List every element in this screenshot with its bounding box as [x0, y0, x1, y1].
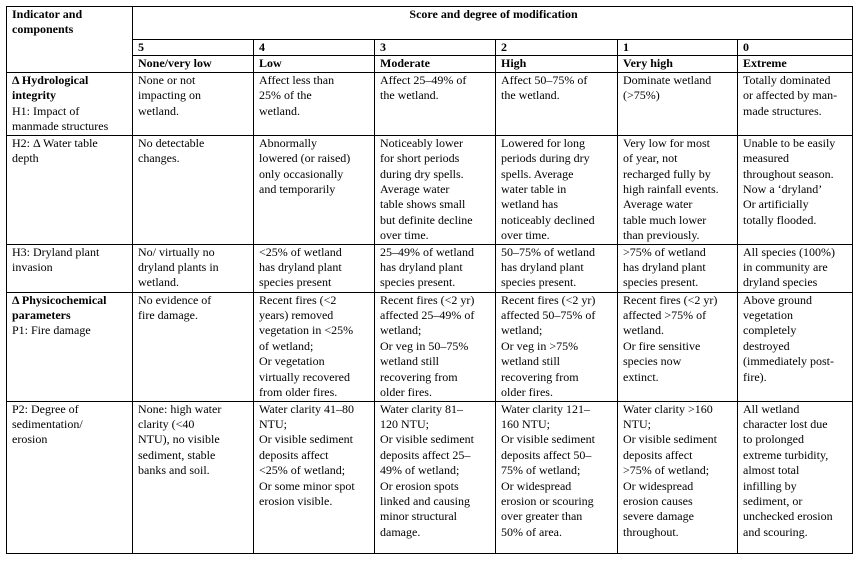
score-cell: >75% of wetland has dryland plant species present.: [618, 244, 738, 292]
modification-score-table: [6, 6, 853, 554]
header-row-degrees: [7, 56, 853, 72]
group-label: Δ Hydrological integrity: [12, 72, 89, 103]
group-label: Δ Physicochemical parameters: [12, 292, 107, 323]
table-row: [7, 72, 853, 135]
header-row-title: [7, 7, 853, 40]
score-cell: Affect 50–75% of the wetland.: [496, 72, 618, 135]
degree-extreme: Extreme: [738, 56, 853, 72]
score-2: 2: [496, 40, 618, 56]
score-cell: No evidence of fire damage.: [133, 292, 254, 401]
score-cell: Affect less than 25% of the wetland.: [254, 72, 375, 135]
indicator-cell: [7, 135, 133, 244]
score-cell: Very low for most of year, not recharged fully by high rainfall events. Average water table much lower than previously.: [618, 135, 738, 244]
degree-high: High: [496, 56, 618, 72]
score-cell: Recent fires (<2 years) removed vegetation in <25% of wetland; Or vegetation virtually recovered from older fires.: [254, 292, 375, 401]
score-cell: Water clarity 121– 160 NTU; Or visible sediment deposits affect 50– 75% of wetland; Or widespread erosion or scouring over greater than 50% of area.: [496, 401, 618, 553]
score-cell: None: high water clarity (<40 NTU), no visible sediment, stable banks and soil.: [133, 401, 254, 553]
score-cell: Water clarity >160 NTU; Or visible sediment deposits affect >75% of wetland; Or widespread erosion causes severe damage throughout.: [618, 401, 738, 553]
indicator-label: P2: Degree of sedimentation/ erosion: [12, 401, 83, 447]
indicator-label: H1: Impact of manmade structures: [12, 103, 109, 134]
score-cell: Dominate wetland (>75%): [618, 72, 738, 135]
score-heading: Score and degree of modification: [133, 7, 853, 40]
degree-very-high: Very high: [618, 56, 738, 72]
table-row: [7, 244, 853, 292]
score-cell: Water clarity 41–80 NTU; Or visible sediment deposits affect <25% of wetland; Or some minor spot erosion visible.: [254, 401, 375, 553]
score-cell: No/ virtually no dryland plants in wetland.: [133, 244, 254, 292]
score-cell: Above ground vegetation completely destroyed (immediately post- fire).: [738, 292, 853, 401]
indicator-cell: [7, 401, 133, 553]
indicator-cell: [7, 292, 133, 401]
score-4: 4: [254, 40, 375, 56]
score-cell: Water clarity 81– 120 NTU; Or visible sediment deposits affect 25– 49% of wetland; Or erosion spots linked and causing minor structural damage.: [375, 401, 496, 553]
score-0: 0: [738, 40, 853, 56]
table-row: [7, 135, 853, 244]
indicator-header: Indicator and components: [7, 7, 133, 73]
indicator-label: H2: Δ Water table depth: [12, 135, 98, 166]
degree-none-very-low: None/very low: [133, 56, 254, 72]
score-cell: Abnormally lowered (or raised) only occasionally and temporarily: [254, 135, 375, 244]
indicator-cell: [7, 72, 133, 135]
score-cell: All wetland character lost due to prolonged extreme turbidity, almost total infilling by sediment, or unchecked erosion and scouring.: [738, 401, 853, 553]
degree-moderate: Moderate: [375, 56, 496, 72]
score-cell: No detectable changes.: [133, 135, 254, 244]
score-cell: 25–49% of wetland has dryland plant species present.: [375, 244, 496, 292]
score-cell: 50–75% of wetland has dryland plant species present.: [496, 244, 618, 292]
table-row: [7, 401, 853, 553]
score-cell: Recent fires (<2 yr) affected >75% of wetland. Or fire sensitive species now extinct.: [618, 292, 738, 401]
score-cell: Unable to be easily measured throughout season. Now a ‘dryland’ Or artificially totally flooded.: [738, 135, 853, 244]
indicator-label: H3: Dryland plant invasion: [12, 244, 100, 275]
score-cell: All species (100%) in community are dryland species: [738, 244, 853, 292]
header-row-scores: [7, 40, 853, 56]
indicator-label: P1: Fire damage: [12, 323, 91, 338]
score-cell: None or not impacting on wetland.: [133, 72, 254, 135]
score-3: 3: [375, 40, 496, 56]
table-row: [7, 292, 853, 401]
score-cell: Noticeably lower for short periods during dry spells. Average water table shows small but definite decline over time.: [375, 135, 496, 244]
score-cell: <25% of wetland has dryland plant species present: [254, 244, 375, 292]
score-cell: Recent fires (<2 yr) affected 50–75% of wetland; Or veg in >75% wetland still recovering from older fires.: [496, 292, 618, 401]
degree-low: Low: [254, 56, 375, 72]
score-1: 1: [618, 40, 738, 56]
score-cell: Recent fires (<2 yr) affected 25–49% of wetland; Or veg in 50–75% wetland still recovering from older fires.: [375, 292, 496, 401]
score-cell: Totally dominated or affected by man- made structures.: [738, 72, 853, 135]
score-5: 5: [133, 40, 254, 56]
indicator-cell: [7, 244, 133, 292]
score-cell: Lowered for long periods during dry spells. Average water table in wetland has noticeably declined over time.: [496, 135, 618, 244]
score-cell: Affect 25–49% of the wetland.: [375, 72, 496, 135]
